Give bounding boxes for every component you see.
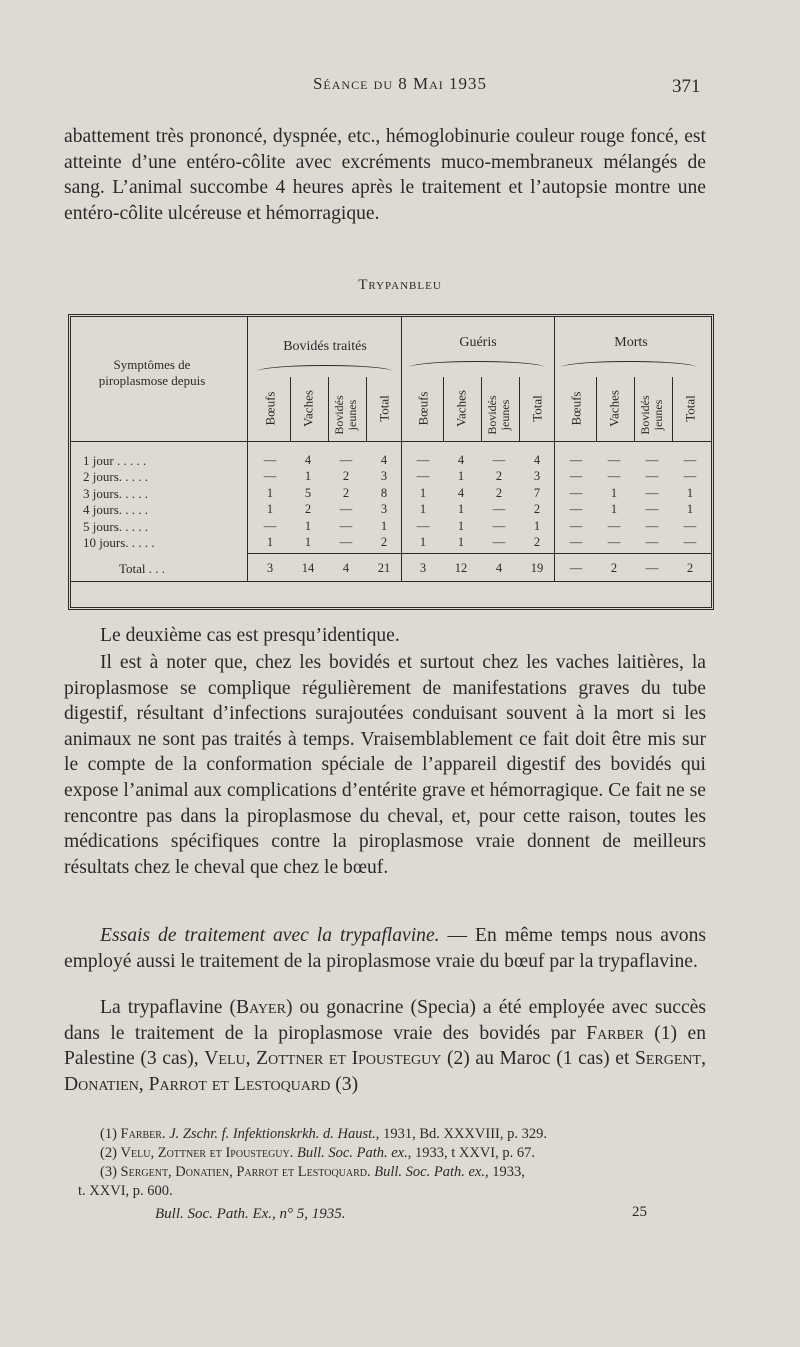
subcol-rule [672, 377, 673, 441]
p5-text-d: (2) au Maroc (1 cas) et [441, 1048, 635, 1070]
p5-farber: Farber [586, 1022, 644, 1044]
fn3-rest: 1933, [488, 1164, 525, 1180]
table-cell: — [607, 518, 621, 533]
table-cell: — [569, 469, 583, 484]
subcol-rule [519, 377, 520, 441]
subcol-rule [290, 377, 291, 441]
subcol-header: Total [682, 395, 698, 422]
fn2-rest: 1933, t XXVI, p. 67. [411, 1145, 536, 1161]
table-cell: — [416, 518, 430, 533]
table-cell: — [569, 485, 583, 500]
subcol-header: Bœufs [568, 391, 584, 426]
table-cell: — [645, 453, 659, 467]
table-cell: — [263, 518, 277, 533]
table-cell: — [683, 518, 697, 533]
table-cell: 2 [380, 535, 388, 549]
table-cell: 1 [686, 502, 694, 517]
subcol-header: Vaches [300, 390, 316, 427]
brace-morts [561, 361, 697, 374]
total-cell: 12 [454, 561, 468, 575]
brace-traites [257, 365, 393, 378]
table-cell: 3 [380, 469, 388, 484]
running-head: Séance du 8 Mai 1935 [312, 74, 488, 93]
table-cell: — [607, 535, 621, 549]
subcol-header: Vaches [606, 390, 622, 427]
table-cell: — [339, 453, 353, 467]
table-cell: 1 [457, 469, 465, 484]
paragraph-2: Le deuxième cas est presqu’identique. [100, 625, 400, 646]
table-cell: 2 [342, 485, 350, 500]
total-cell: — [569, 561, 583, 575]
section-heading-italic: Essais de traitement avec la trypaflavine. [100, 925, 440, 946]
subcol-header: Bovidés jeunes [638, 395, 665, 435]
table-cell: — [569, 502, 583, 517]
table-cell: 8 [380, 485, 388, 500]
table-cell: — [263, 453, 277, 467]
table-cell: 4 [304, 453, 312, 467]
fn1-num: (1) [100, 1126, 121, 1142]
group-label-morts: Morts [614, 335, 648, 350]
table-cell: 1 [304, 535, 312, 549]
group-label-traites: Bovidés traités [283, 339, 367, 354]
body-bottom-rule [247, 553, 711, 554]
fn1-journal: J. Zschr. f. Infektionskrkh. d. Haust., [165, 1126, 380, 1142]
row-label: 1 jour . . . . . [83, 453, 147, 468]
table-cell: 7 [533, 485, 541, 500]
table-cell: 1 [610, 502, 618, 517]
table-cell: 3 [533, 469, 541, 484]
row-label: 10 jours. . . . . [83, 535, 155, 550]
footnote-3-cont: t. XXVI, p. 600. [78, 1183, 173, 1199]
table-cell: — [492, 453, 506, 467]
total-bottom-rule [71, 581, 711, 582]
table-cell: 1 [304, 469, 312, 484]
table-cell: — [339, 535, 353, 549]
table-cell: — [569, 453, 583, 467]
fn1-rest: 1931, Bd. XXXVIII, p. 329. [379, 1126, 547, 1142]
subcol-header: Bovidés jeunes [485, 395, 512, 435]
fn3-journal: Bull. Soc. Path. ex., [370, 1164, 489, 1180]
table-cell: — [492, 535, 506, 549]
paragraph-3: Il est à noter que, chez les bovidés et surtout chez les vaches laitières, la piroplasmose se complique régulièrement de manifestations graves du tube digestif, résultant d’infections surajoutées conduisant souvent à la mort si les animaux ne sont pas traités à temps. Vraisemblablement ce fait doit être mis sur le compte de la conformation spéciale de l’appareil digestif des bovidés qui expose l’animal aux complications d’entérite grave et hémorragique. Ce fait ne se rencontre pas dans la piroplasmose du cheval, et, pour cette raison, toutes les médications spécifiques contre la piroplasmose vraie donnent de meilleurs résultats chez le cheval que chez le bœuf. [64, 652, 706, 878]
table-cell: 2 [304, 502, 312, 517]
table-cell: 1 [686, 485, 694, 500]
fn2-author: Velu, Zottner et Ipousteguy. [120, 1145, 294, 1161]
p5-bayer: Bayer [236, 997, 286, 1018]
table-cell: 1 [380, 518, 388, 533]
intro-paragraph: abattement très prononcé, dyspnée, etc., hémoglobinurie couleur rouge foncé, est atteinte d’une entéro-côlite avec excréments muco-membraneux mélangés de sang. L’animal succombe 4 heures après le traitement et l’autopsie montre une entéro-côlite ulcéreuse et hémorragique. [64, 126, 706, 224]
p5-text-b: ) ou gonacrine (Specia) a été employée avec succès dans le traitement de la piroplasmose vraie des bovidés par [64, 997, 706, 1044]
subcol-header: Vaches [453, 390, 469, 427]
fn1-author: Farber. [120, 1126, 166, 1142]
group-label-gueris: Guéris [459, 335, 497, 350]
total-cell: 14 [301, 561, 315, 575]
table-cell: 4 [457, 485, 465, 500]
table-cell: 1 [419, 485, 427, 500]
table-cell: — [645, 469, 659, 484]
subcol-rule [366, 377, 367, 441]
table-cell: 2 [533, 535, 541, 549]
subcol-header: Bœufs [415, 391, 431, 426]
row-label: 3 jours. . . . . [83, 485, 148, 501]
table-cell: 2 [342, 469, 350, 484]
table-cell: — [607, 453, 621, 467]
row-label: 5 jours. . . . . [83, 518, 148, 534]
signature-mark: 25 [632, 1204, 647, 1220]
total-cell: 2 [610, 561, 618, 575]
subcol-rule [481, 377, 482, 441]
paragraph-5 [64, 995, 706, 1097]
subcol-rule [328, 377, 329, 441]
vline-2 [401, 317, 402, 581]
table-cell: 1 [304, 518, 312, 533]
table-cell: — [645, 502, 659, 517]
total-cell: 3 [419, 561, 427, 575]
row-label: 2 jours. . . . . [83, 469, 148, 485]
table-cell: 1 [533, 518, 541, 533]
table-cell: 1 [266, 502, 274, 517]
table-cell: — [645, 485, 659, 500]
p5-text-e: (3) [330, 1073, 359, 1095]
total-cell: — [645, 561, 659, 575]
table-cell: 2 [533, 502, 541, 517]
footnote-3 [100, 1163, 722, 1182]
table-cell: — [492, 502, 506, 517]
table-cell: — [683, 535, 697, 549]
table-cell: 1 [457, 502, 465, 517]
header-bottom-rule [71, 441, 711, 442]
fn2-num: (2) [100, 1145, 121, 1161]
table-cell: 2 [495, 469, 503, 484]
table-cell: 1 [266, 535, 274, 549]
table-cell: 1 [419, 502, 427, 517]
fn2-journal: Bull. Soc. Path. ex., [293, 1145, 412, 1161]
table-title: Trypanbleu [358, 277, 442, 293]
vline-1 [247, 317, 248, 581]
subcol-header: Total [529, 395, 545, 422]
brace-gueris [409, 361, 545, 374]
subcol-header: Bovidés jeunes [332, 395, 359, 435]
p5-sergent: Sergent, Donatien, Parrot et Lestoquard [64, 1048, 706, 1095]
p5-velu: Velu, Zottner et Ipousteguy [204, 1048, 442, 1070]
table-cell: — [263, 469, 277, 484]
data-table [68, 314, 714, 610]
table-cell: — [607, 469, 621, 484]
table-cell: — [683, 469, 697, 484]
footnote-2 [100, 1144, 722, 1163]
table-cell: 2 [495, 485, 503, 500]
total-cell: 4 [342, 561, 350, 575]
table-cell: — [339, 518, 353, 533]
table-cell: — [569, 535, 583, 549]
table-cell: — [416, 453, 430, 467]
subcol-rule [596, 377, 597, 441]
table-cell: 3 [380, 502, 388, 517]
total-cell: 19 [530, 561, 544, 575]
table-cell: 1 [457, 535, 465, 549]
total-cell: 2 [686, 561, 694, 575]
paragraph-4 [64, 923, 706, 974]
journal-footer: Bull. Soc. Path. Ex., n° 5, 1935. [155, 1206, 346, 1222]
page-number: 371 [672, 76, 701, 97]
table-cell: 1 [419, 535, 427, 549]
vline-3 [554, 317, 555, 581]
row-label: 4 jours. . . . . [83, 502, 148, 518]
table-cell: 4 [380, 453, 388, 467]
table-cell: 1 [610, 485, 618, 500]
table-cell: 4 [457, 453, 465, 467]
subcol-header: Total [376, 395, 392, 422]
subcol-rule [443, 377, 444, 441]
table-cell: — [416, 469, 430, 484]
table-cell: — [683, 453, 697, 467]
table-cell: — [492, 518, 506, 533]
total-cell: 21 [377, 561, 391, 575]
table-cell: 4 [533, 453, 541, 467]
fn3-num: (3) [100, 1164, 121, 1180]
table-cell: 1 [266, 485, 274, 500]
total-cell: 4 [495, 561, 503, 575]
total-cell: 3 [266, 561, 274, 575]
table-cell: — [645, 518, 659, 533]
table-cell: — [569, 518, 583, 533]
table-cell: 1 [457, 518, 465, 533]
table-cell: — [339, 502, 353, 517]
table-cell: 5 [304, 485, 312, 500]
footnote-1 [100, 1125, 722, 1144]
subcol-rule [634, 377, 635, 441]
p5-text-a: La trypaflavine ( [100, 997, 237, 1018]
row-header: Symptômes de piroplasmose depuis [98, 357, 206, 388]
p5-text-c: (1) en Palestine (3 cas), [64, 1022, 706, 1070]
table-cell: — [645, 535, 659, 549]
total-label: Total . . . [119, 561, 166, 576]
paragraph-4-text: — En même temps nous avons employé aussi le traitement de la piroplasmose vraie du bœuf par la trypaflavine. [64, 925, 707, 972]
subcol-header: Bœufs [262, 391, 278, 426]
fn3-author: Sergent, Donatien, Parrot et Lestoquard. [120, 1164, 371, 1180]
